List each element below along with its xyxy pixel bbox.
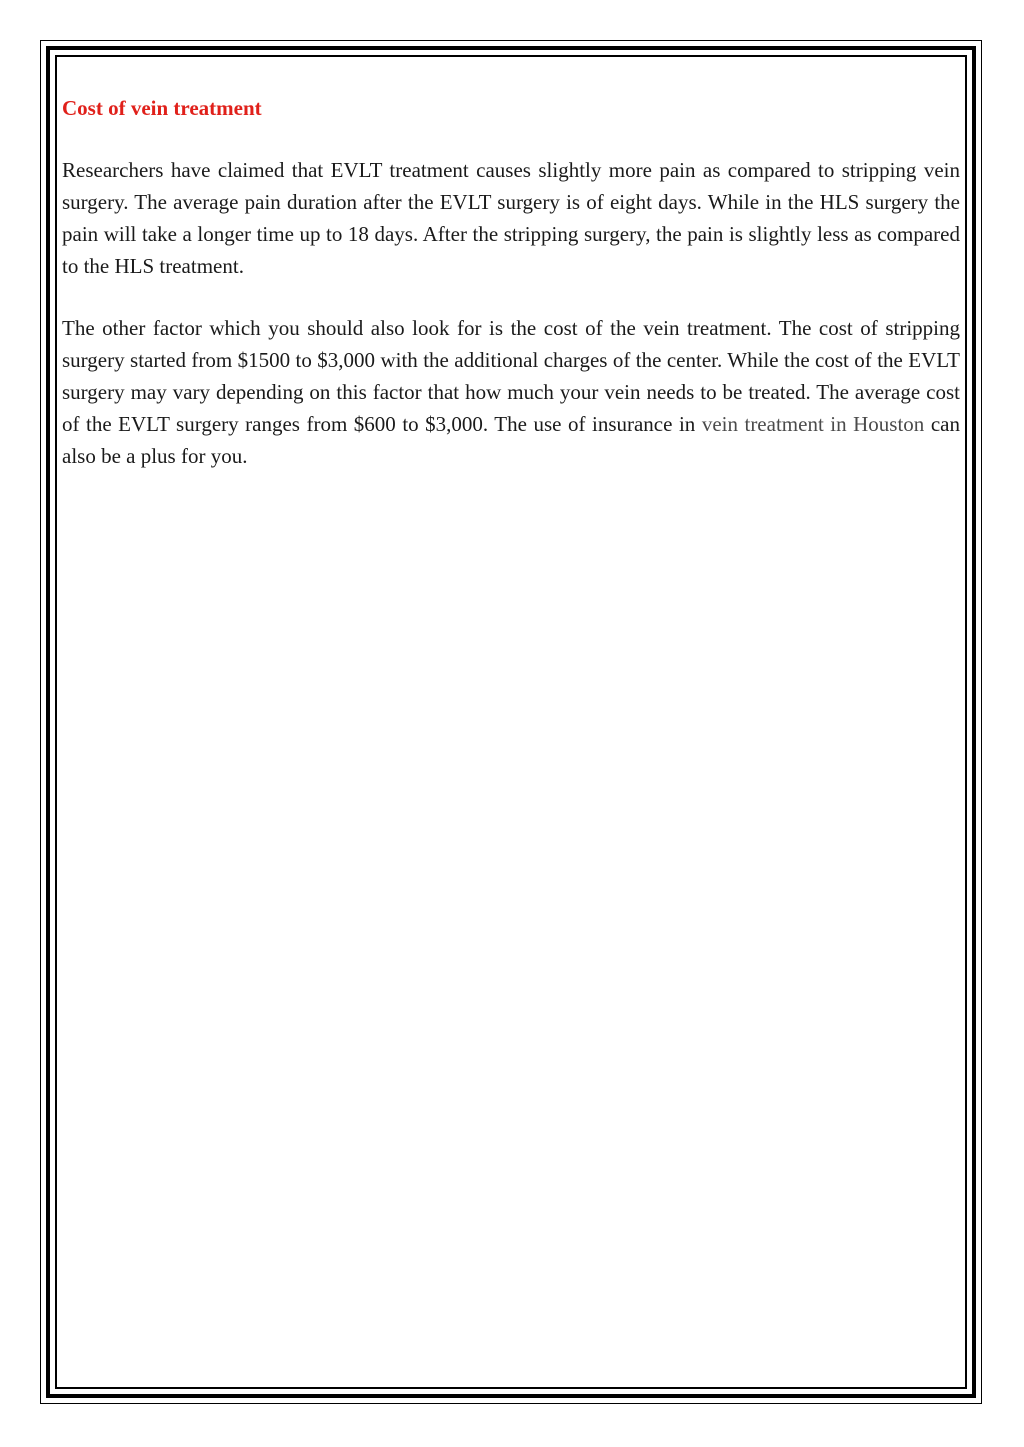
paragraph-cost <box>62 312 960 472</box>
vein-treatment-houston-link[interactable]: vein treatment in Houston <box>701 412 925 436</box>
paragraph-cost-text: The other factor which you should also look for is the cost of the vein treatment. The cost of stripping surgery started from $1500 to $3,000 with the additional charges of the center. While the cost of the EVLT surgery may vary depending on this factor that how much your vein needs to be treated. The average cost of the EVLT surgery ranges from $600 to $3,000. The use of insurance in <box>62 316 960 436</box>
paragraph-cost-text-end: can also be a plus for you. <box>62 412 960 468</box>
section-heading: Cost of vein treatment <box>62 96 262 120</box>
document-body <box>62 90 960 502</box>
paragraph-pain-comparison: Researchers have claimed that EVLT treatment causes slightly more pain as compared to stripping vein surgery. The average pain duration after the EVLT surgery is of eight days. While in the HLS surgery the pain will take a longer time up to 18 days. After the stripping surgery, the pain is slightly less as compared to the HLS treatment. <box>62 158 960 278</box>
